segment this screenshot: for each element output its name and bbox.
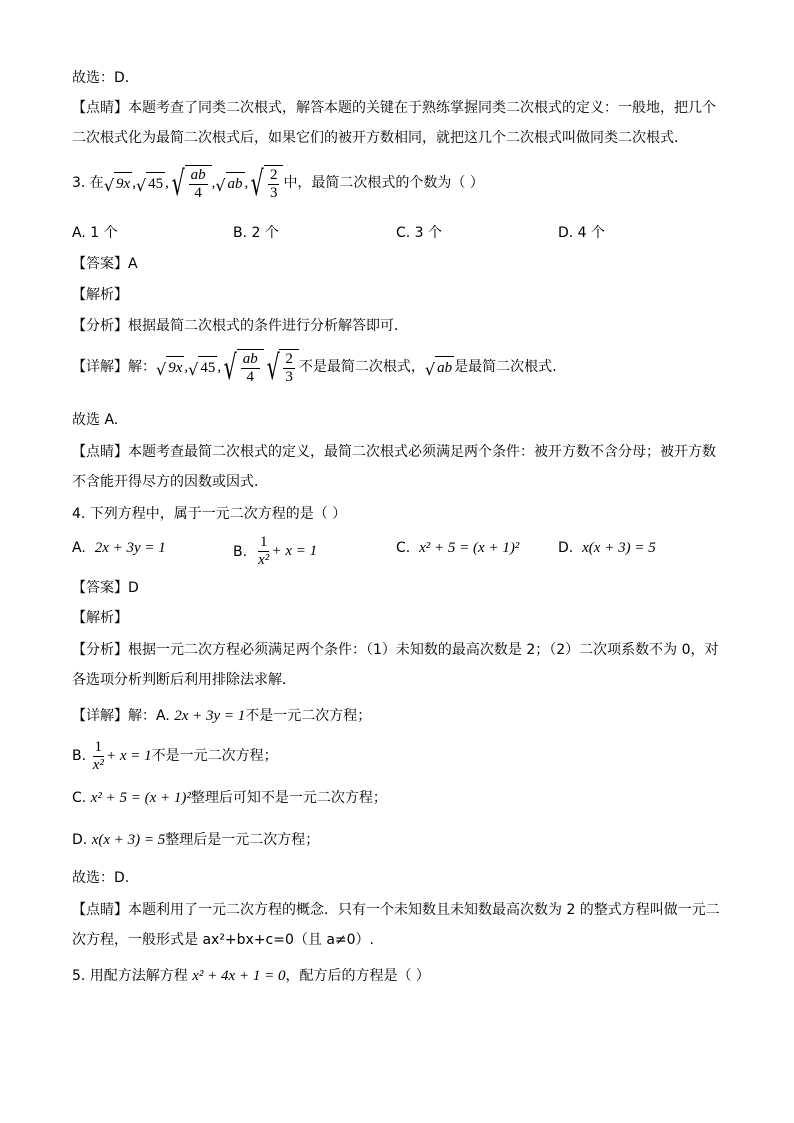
question-3-suffix: 中，最简二次根式的个数为（ ） — [283, 175, 484, 191]
question-3-options — [72, 222, 722, 242]
comma: , — [184, 359, 189, 375]
detail-suffix: 是最简二次根式. — [454, 359, 557, 375]
option-d: D. x(x + 3) = 5 — [558, 540, 656, 556]
sqrt-9x: √ 9x — [104, 172, 132, 194]
sqrt-2-over-3: √ $\frac{2}{3}$ — [264, 349, 299, 386]
sqrt-ab-over-4: √ $\frac{ab}{4}$ — [221, 349, 264, 386]
conclusion-q3: 故选 A. — [72, 412, 119, 428]
sqrt-45: √ 45 — [188, 356, 217, 378]
sqrt-ab: √ ab — [215, 172, 244, 194]
detail-c: C. x² + 5 = (x + 1)²整理后可知不是一元二次方程； — [72, 790, 387, 806]
answer-label: 【答案】D — [72, 580, 139, 596]
option-a: A. 2x + 3y = 1 — [72, 540, 166, 556]
option-a: A. 1 个 — [72, 225, 118, 241]
comma: , — [132, 175, 136, 191]
comment-q4-2: 次方程，一般形式是 ax²+bx+c=0（且 a≠0）. — [72, 932, 375, 948]
analysis-paragraph-1: 【分析】根据一元二次方程必须满足两个条件：（1）未知数的最高次数是 2；（2）二次项系数不为 0，对 — [72, 642, 719, 658]
analysis-label: 【解析】 — [72, 287, 128, 303]
sqrt-2-over-3: √ $\frac{2}{3}$ — [248, 165, 283, 202]
question-5-stem: 5. 用配方法解方程 x² + 4x + 1 = 0，配方后的方程是（ ） — [72, 968, 430, 984]
option-d: D. 4 个 — [558, 225, 606, 241]
paragraph-comment-2: 二次根式化为最简二次根式后，如果它们的被开方数相同，就把这几个二次根式叫做同类二次根式． — [72, 130, 688, 146]
sqrt-45: √ 45 — [136, 172, 165, 194]
question-3-prefix: 3. 在 — [72, 175, 104, 191]
question-4-options — [72, 534, 722, 568]
paragraph-comment-1: 【点睛】本题考查了同类二次根式，解答本题的关键在于熟练掌握同类二次根式的定义：一般地，把几个 — [72, 100, 716, 116]
option-b: B. $\frac{1}{\text{x²}}$ + x = 1 — [233, 534, 318, 568]
detail-paragraph — [72, 347, 557, 388]
question-3-stem — [72, 163, 484, 204]
comma: , — [165, 175, 169, 191]
answer-label: 【答案】A — [72, 256, 138, 272]
paragraph-conclusion: 故选：D． — [72, 70, 139, 86]
option-c: C. x² + 5 = (x + 1)² — [396, 540, 520, 556]
detail-mid: 不是最简二次根式， — [298, 359, 425, 375]
sqrt-ab-over-4: √ $\frac{ab}{4}$ — [169, 165, 212, 202]
sqrt-9x: √ 9x — [156, 356, 184, 378]
analysis-label: 【解析】 — [72, 610, 128, 626]
detail-d: D. x(x + 3) = 5整理后是一元二次方程； — [72, 832, 320, 848]
comment-q4-1: 【点睛】本题利用了一元二次方程的概念．只有一个未知数且未知数最高次数为 2 的整式方程叫做一元二 — [72, 902, 720, 918]
detail-a: 【详解】解：A. 2x + 3y = 1不是一元二次方程； — [72, 708, 372, 724]
option-c: C. 3 个 — [396, 225, 443, 241]
option-b: B. 2 个 — [233, 225, 279, 241]
detail-b: B. $\frac{1}{\text{x²}}$ + x = 1 不是一元二次方程； — [72, 738, 278, 773]
analysis-paragraph: 【分析】根据最简二次根式的条件进行分析解答即可． — [72, 318, 408, 334]
comment-q3-2: 不含能开得尽方的因数或因式． — [72, 474, 268, 490]
comma: , — [211, 175, 216, 191]
detail-prefix: 【详解】解： — [72, 359, 156, 375]
comma: , — [244, 175, 249, 191]
sqrt-ab: √ ab — [425, 356, 454, 378]
comment-q3-1: 【点睛】本题考查最简二次根式的定义，最简二次根式必须满足两个条件：被开方数不含分母；被开方数 — [72, 444, 716, 460]
analysis-paragraph-2: 各选项分析判断后利用排除法求解． — [72, 672, 296, 688]
question-4-stem: 4. 下列方程中，属于一元二次方程的是（ ） — [72, 506, 347, 522]
comma: , — [217, 359, 222, 375]
conclusion-q4: 故选：D. — [72, 870, 130, 886]
